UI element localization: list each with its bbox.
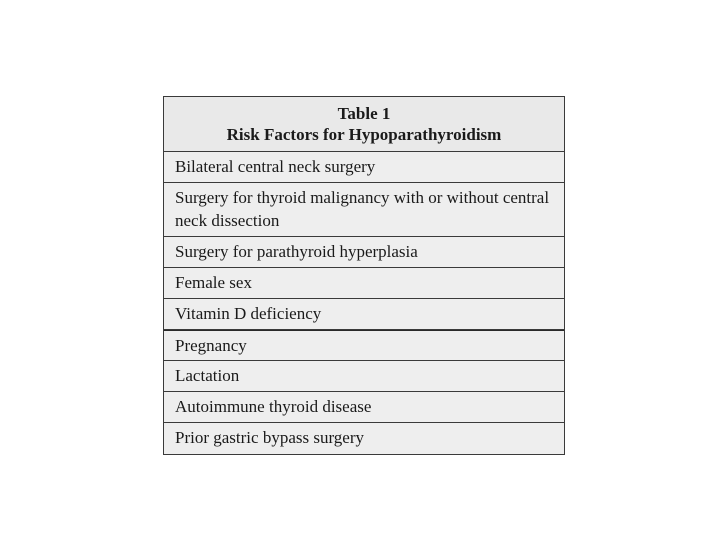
table-title: Risk Factors for Hypoparathyroidism bbox=[226, 125, 502, 144]
table-row bbox=[164, 392, 564, 423]
table-row bbox=[164, 330, 564, 361]
table-row bbox=[164, 183, 564, 237]
table-row bbox=[164, 268, 564, 299]
table-row bbox=[164, 299, 564, 330]
row-text: Surgery for parathyroid hyperplasia bbox=[175, 242, 418, 261]
row-text: Autoimmune thyroid disease bbox=[175, 397, 372, 416]
row-text: Lactation bbox=[175, 366, 240, 385]
table-row bbox=[164, 152, 564, 183]
row-text: Female sex bbox=[175, 273, 252, 292]
table-row bbox=[164, 361, 564, 392]
row-text: Vitamin D deficiency bbox=[175, 304, 322, 323]
table-row bbox=[164, 237, 564, 268]
table-label: Table 1 bbox=[337, 104, 391, 123]
row-text: Bilateral central neck surgery bbox=[175, 157, 376, 176]
row-text: Pregnancy bbox=[175, 336, 247, 355]
row-text: Prior gastric bypass surgery bbox=[175, 428, 365, 447]
row-text: Surgery for thyroid malignancy with or without central neck dissection bbox=[175, 188, 550, 230]
table-row bbox=[164, 423, 564, 454]
table-header bbox=[164, 97, 564, 152]
risk-factors-table bbox=[163, 96, 565, 455]
